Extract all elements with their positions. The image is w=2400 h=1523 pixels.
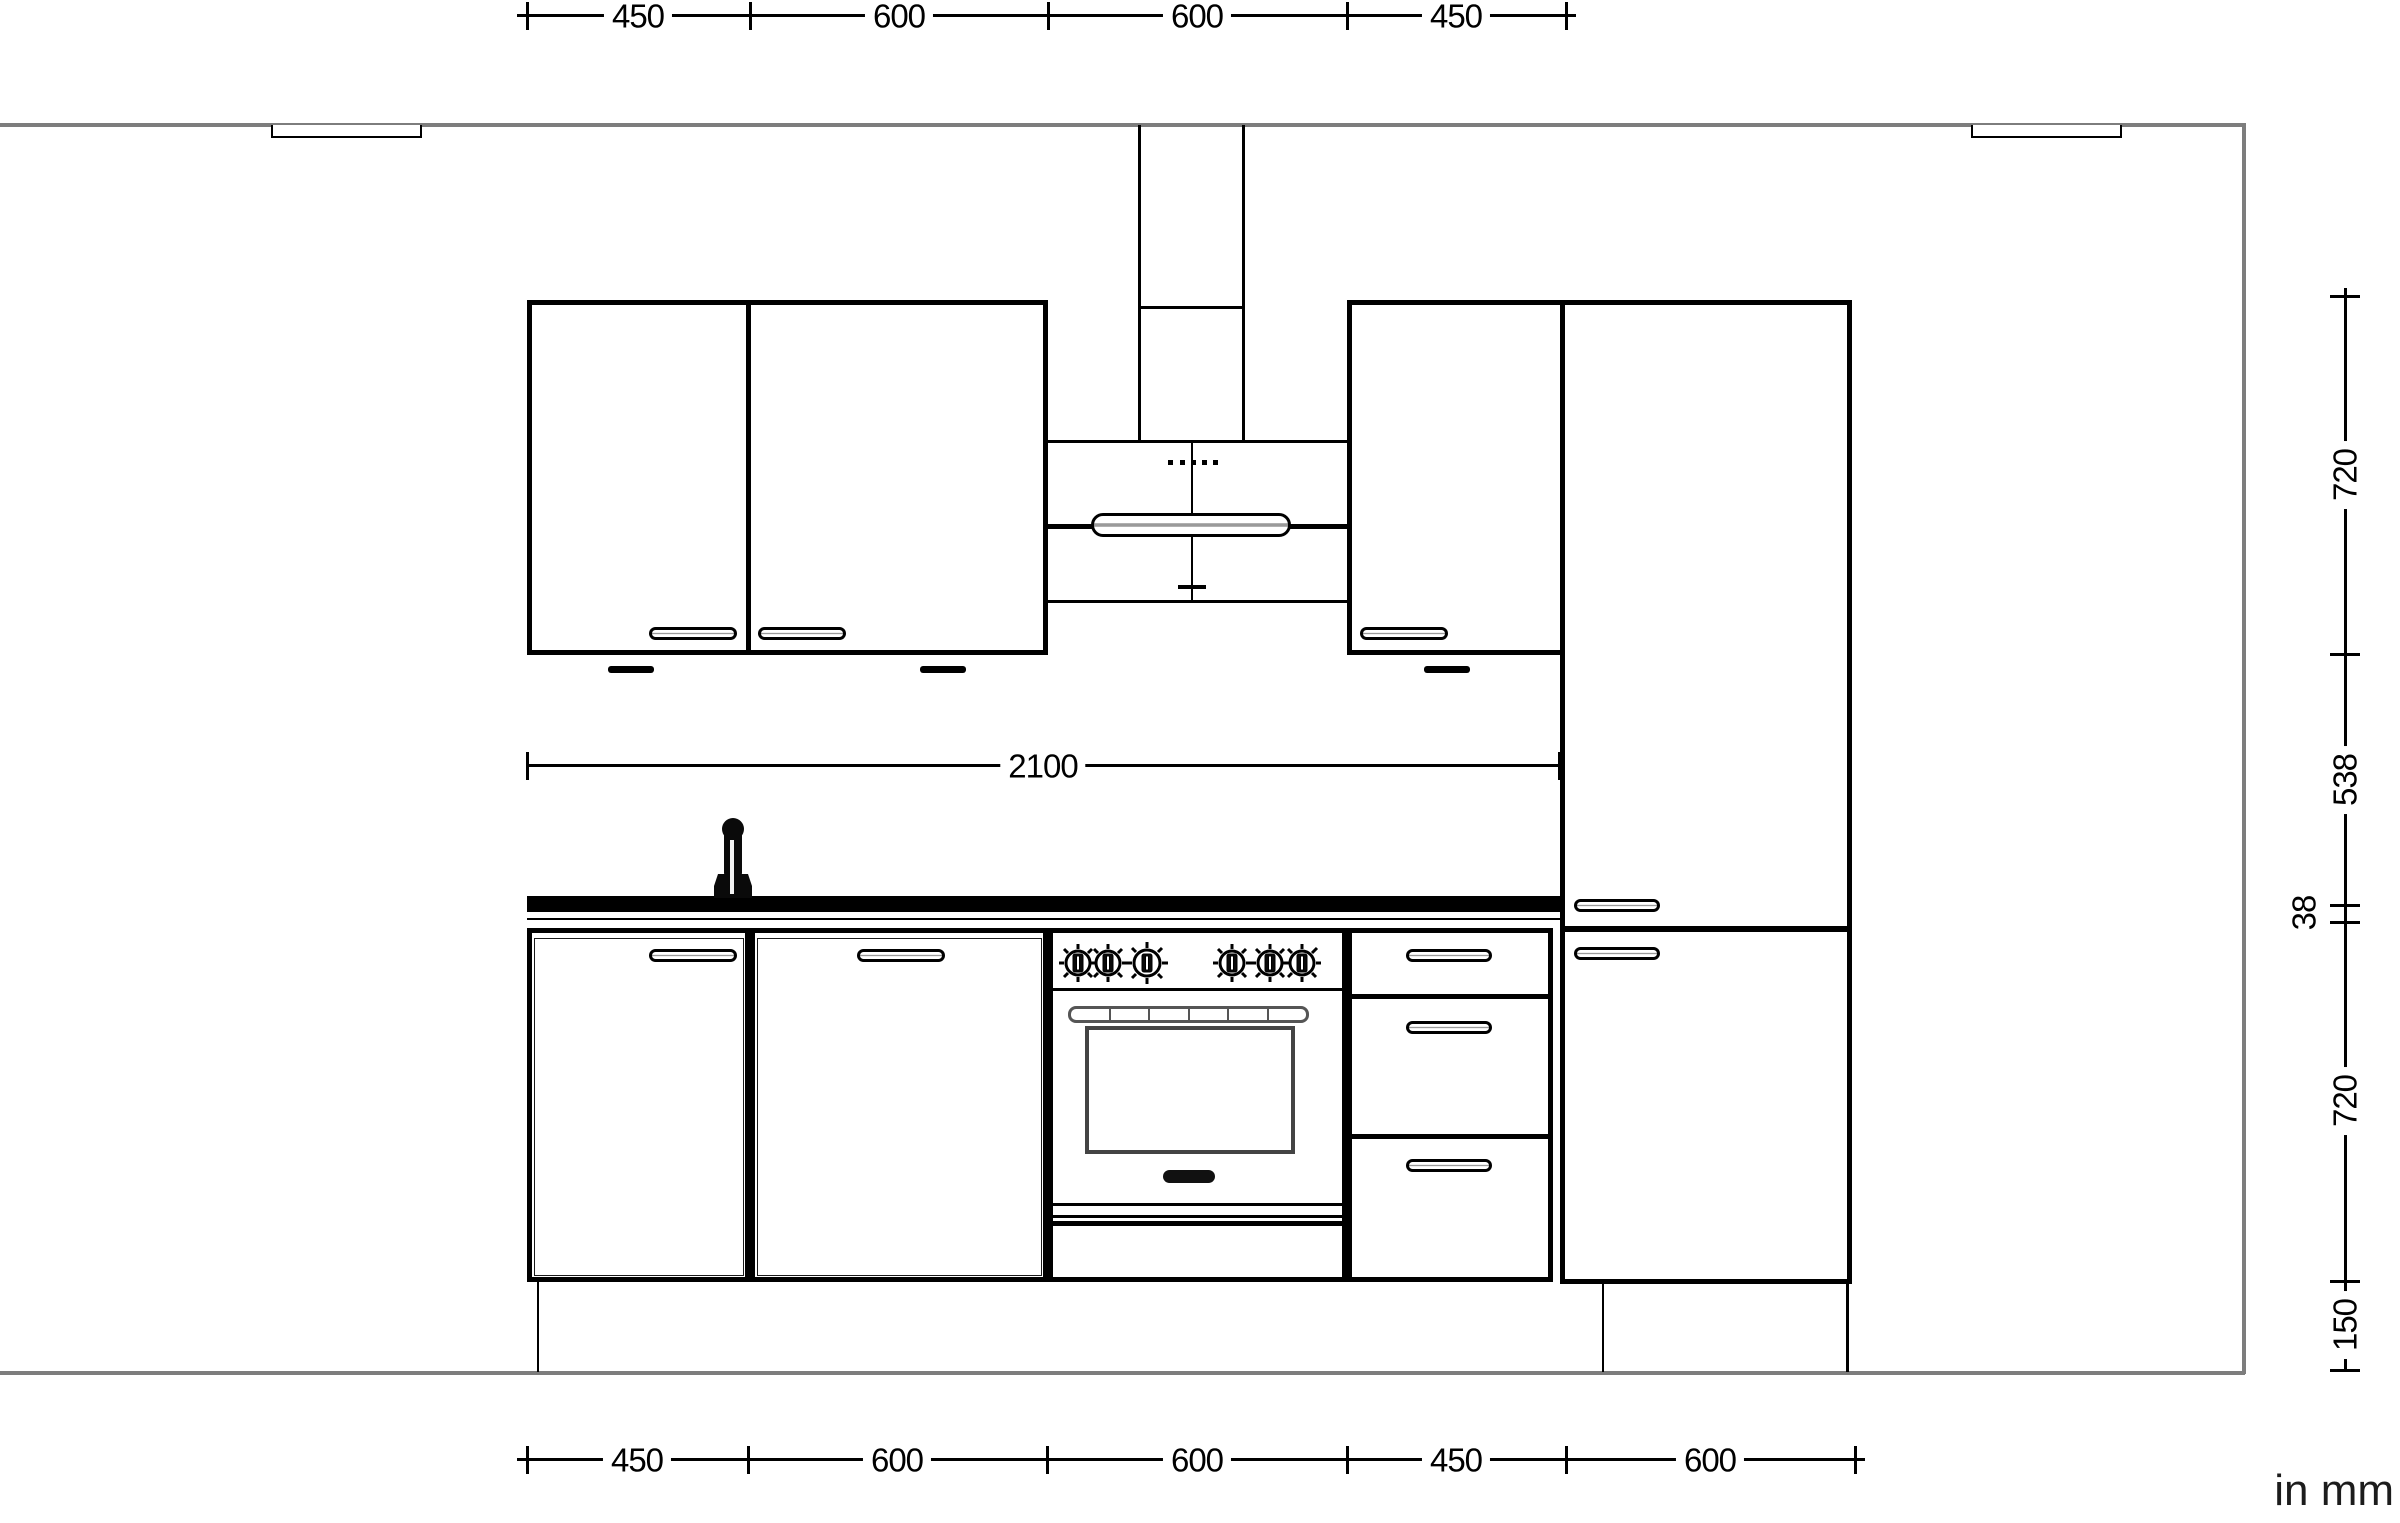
base-cabinet-door [757,938,1042,1276]
dim-right-4: 720 [2329,1067,2362,1135]
tall-cabinet-divider [1560,926,1852,932]
floor-line [0,1371,2245,1375]
under-cabinet-light-icon [920,666,966,673]
wall-cabinet-right[interactable] [1347,300,1566,655]
range-panel-line [1051,988,1344,991]
tall-cabinet-door-handle[interactable] [1574,947,1660,960]
hood-pull-mark [1178,585,1206,589]
dim-right-2: 538 [2329,746,2362,814]
dim-right-1: 720 [2329,441,2362,509]
oven-window [1085,1026,1295,1154]
worktop-edge-line [527,918,1560,920]
base-cabinet-door-handle[interactable] [857,949,945,962]
dim-right-5: 150 [2329,1291,2362,1359]
dim-bottom-5: 600 [1676,1444,1744,1477]
drawer-handle[interactable] [1406,1159,1492,1172]
drawer-unit-450[interactable] [1347,928,1553,1282]
dim-bottom-3: 600 [1163,1444,1231,1477]
dim-top-1: 450 [604,0,672,33]
dim-bottom-4: 450 [1422,1444,1490,1477]
base-cabinet-door-handle[interactable] [649,949,737,962]
wall-cabinet-left-divider [746,300,751,655]
dim-bottom-2: 600 [863,1444,931,1477]
oven-handle-grille[interactable] [1068,1006,1309,1023]
wall-right-line [2242,123,2246,1374]
unit-note: in mm [2274,1466,2394,1515]
dim-top-2: 600 [865,0,933,33]
base-cabinet-door [534,938,744,1276]
range-drawer-top-line2 [1048,1221,1347,1226]
dim-bottom-1: 450 [603,1444,671,1477]
dim-top-4: 450 [1422,0,1490,33]
faucet-icon[interactable] [708,816,758,900]
oven-brand-badge [1163,1170,1215,1183]
tall-cabinet-plinth-side [1602,1282,1604,1372]
wall-notch-right [1971,125,2122,138]
under-cabinet-light-icon [1424,666,1470,673]
worktop[interactable] [527,896,1560,912]
wall-cabinet-left-group[interactable] [527,300,1048,655]
dim-right-3: 38 [2288,888,2321,939]
under-cabinet-light-icon [608,666,654,673]
tall-cabinet[interactable] [1560,300,1852,1284]
wall-cabinet-door-handle[interactable] [758,627,846,640]
wall-cabinet-door-handle[interactable] [1360,627,1448,640]
tall-cabinet-door-handle[interactable] [1574,899,1660,912]
oven-door-bottom-line [1051,1203,1344,1206]
dim-niche-label: 2100 [1000,750,1085,783]
dim-top-3: 600 [1163,0,1231,33]
drawer-separator [1347,994,1553,999]
wall-notch-left [271,125,422,138]
hood-visor-bar[interactable] [1091,513,1291,537]
wall-cabinet-door-handle[interactable] [649,627,737,640]
plinth-left-side [537,1282,539,1372]
drawer-handle[interactable] [1406,949,1492,962]
drawer-handle[interactable] [1406,1021,1492,1034]
range-drawer-top-line [1051,1215,1344,1218]
tall-cabinet-plinth-side [1846,1282,1849,1372]
drawer-separator [1347,1134,1553,1139]
range-knobs-icons[interactable] [1056,940,1336,986]
